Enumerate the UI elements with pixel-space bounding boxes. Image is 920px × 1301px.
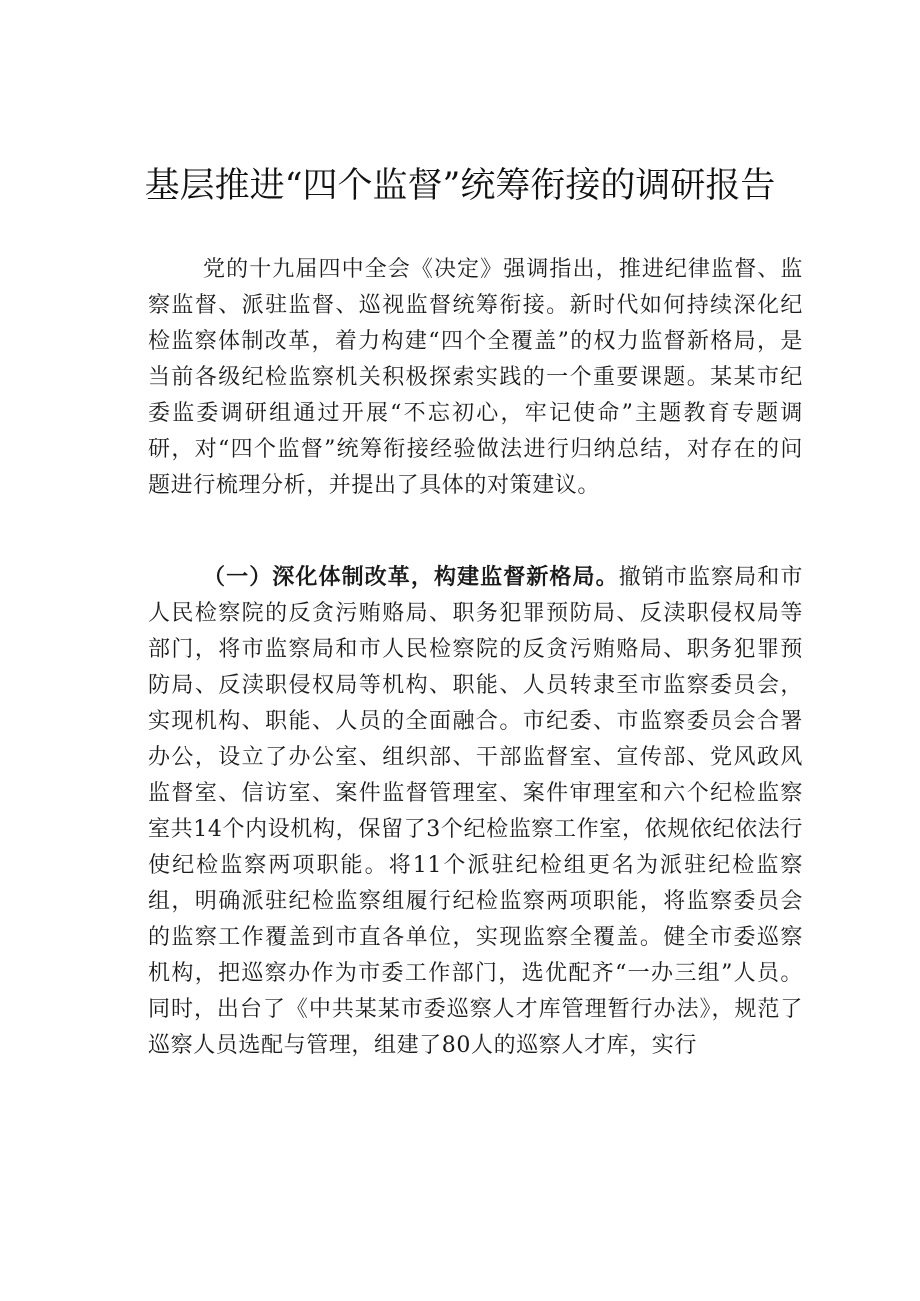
paragraph-intro [148,252,803,504]
section-1-heading: （一）深化体制改革，构建监督新格局。 [203,564,619,590]
document-title: 基层推进“四个监督”统筹衔接的调研报告 [144,166,776,206]
paragraph-section-1 [148,559,803,1064]
paragraph-intro-text: 党的十九届四中全会《决定》强调指出，推进纪律监督、监察监督、派驻监督、巡视监督统筹衔接。新时代如何持续深化纪检监察体制改革，着力构建“四个全覆盖”的权力监督新格局，是当前各级纪检监察机关积极探索实践的一个重要课题。某某市纪委监委调研组通过开展“不忘初心，牢记使命”主题教育专题调研，对“四个监督”统筹衔接经验做法进行归纳总结，对存在的问题进行梳理分析，并提出了具体的对策建议。 [148,257,803,498]
section-1-text: 撤销市监察局和市人民检察院的反贪污贿赂局、职务犯罪预防局、反渎职侵权局等部门，将市监察局和市人民检察院的反贪污贿赂局、职务犯罪预防局、反渎职侵权局等机构、职能、人员转隶至市监察委员会，实现机构、职能、人员的全面融合。市纪委、市监察委员会合署办公，设立了办公室、组织部、干部监督室、宣传部、党风政风监督室、信访室、案件监督管理室、案件审理室和六个纪检监察室共14个内设机构，保留了3个纪检监察工作室，依规依纪依法行使纪检监察两项职能。将11个派驻纪检组更名为派驻纪检监察组，明确派驻纪检监察组履行纪检监察两项职能，将监察委员会的监察工作覆盖到市直各单位，实现监察全覆盖。健全市委巡察机构，把巡察办作为市委工作部门，选优配齐“一办三组”人员。同时，出台了《中共某某市委巡察人才库管理暂行办法》，规范了巡察人员选配与管理，组建了80人的巡察人才库，实行 [148,565,803,1058]
